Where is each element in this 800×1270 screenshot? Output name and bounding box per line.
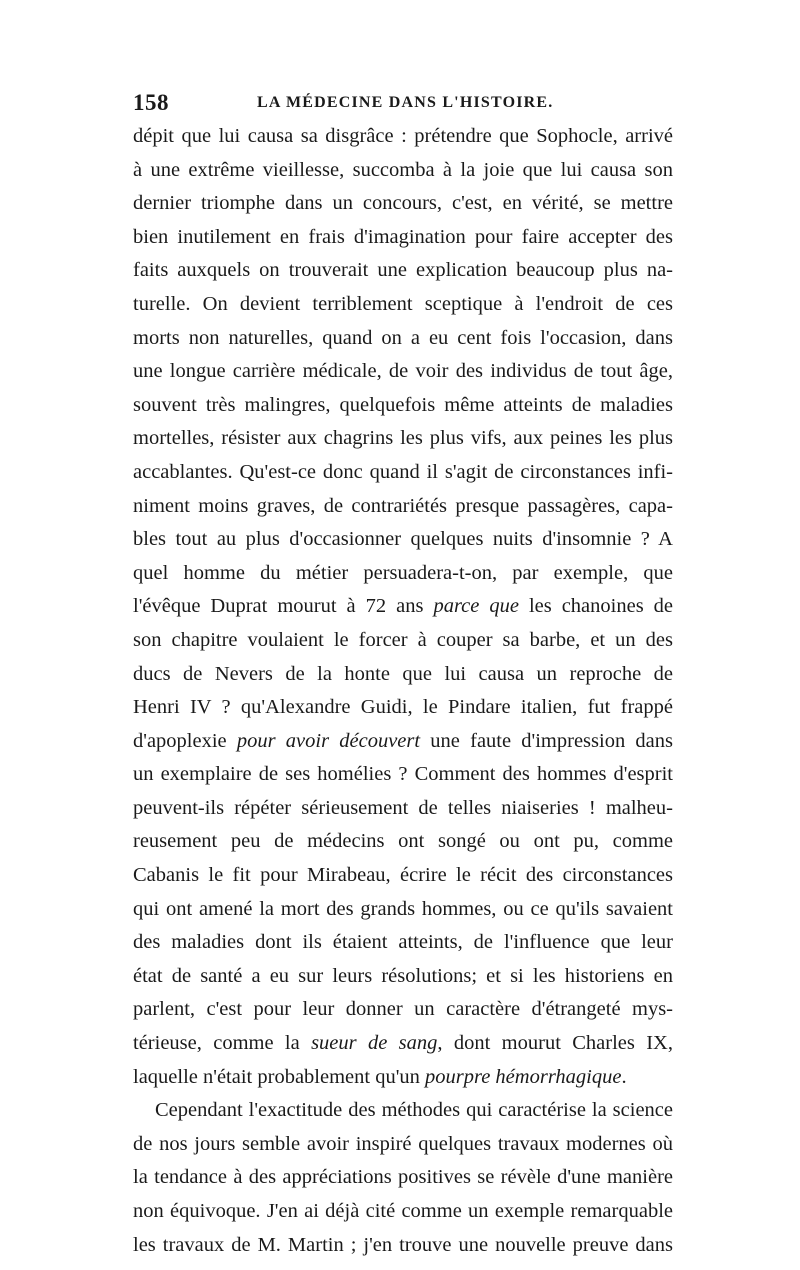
text-line: morts non naturelles, quand on a eu cent fois l'occasion, dans xyxy=(133,326,673,349)
text-line: Cependant l'exactitude des méthodes qui caractérise la science xyxy=(155,1099,673,1122)
text-line: Henri IV ? qu'Alexandre Guidi, le Pindare italien, fut frappé xyxy=(133,696,673,719)
running-head xyxy=(133,90,673,120)
text-segment: térieuse, comme la xyxy=(133,1032,312,1055)
text-line: à une extrême vieillesse, succomba à la joie que lui causa son xyxy=(133,158,673,181)
text-line: accablantes. Qu'est-ce donc quand il s'agit de circonstances infi- xyxy=(133,460,673,483)
text-line: qui ont amené la mort des grands hommes, ou ce qu'ils savaient xyxy=(133,897,673,920)
italic-segment: pourpre hémorrhagique xyxy=(425,1065,622,1088)
text-segment: d'apoplexie xyxy=(133,729,237,752)
text-segment: l'évêque Duprat mourut à 72 ans xyxy=(133,595,434,618)
text-line: les travaux de M. Martin ; j'en trouve une nouvelle preuve dans xyxy=(133,1233,673,1256)
text-line: dernier triomphe dans un concours, c'est, en vérité, se mettre xyxy=(133,192,673,215)
text-line: bles tout au plus d'occasionner quelques nuits d'insomnie ? A xyxy=(133,528,673,551)
text-line: peuvent-ils répéter sérieusement de telles niaiseries ! malheu- xyxy=(133,796,673,819)
text-line xyxy=(133,725,673,759)
text-segment: . xyxy=(621,1065,627,1088)
running-title: LA MÉDECINE DANS L'HISTOIRE. xyxy=(257,94,554,111)
body-text xyxy=(133,120,673,1262)
text-segment: laquelle n'était probablement qu'un xyxy=(133,1065,426,1088)
text-line: ducs de Nevers de la honte que lui causa un reproche de xyxy=(133,662,673,685)
text-line: niment moins graves, de contrariétés presque passagères, capa- xyxy=(133,494,673,517)
text-segment: , dont mourut Charles IX, xyxy=(437,1032,673,1055)
text-line: son chapitre voulaient le forcer à couper sa barbe, et un des xyxy=(133,628,673,651)
text-line: mortelles, résister aux chagrins les plus vifs, aux peines les plus xyxy=(133,427,673,450)
italic-segment: pour avoir découvert xyxy=(236,729,421,752)
page-number: 158 xyxy=(133,90,169,115)
text-line: reusement peu de médecins ont songé ou ont pu, comme xyxy=(133,830,673,853)
text-line: turelle. On devient terriblement sceptique à l'endroit de ces xyxy=(133,292,673,315)
text-segment: une faute d'impression dans xyxy=(420,729,673,752)
text-line: dépit que lui causa sa disgrâce : prétendre que Sophocle, arrivé xyxy=(133,125,673,147)
text-line: non équivoque. J'en ai déjà cité comme un exemple remarquable xyxy=(133,1200,673,1222)
text-line: parlent, c'est pour leur donner un caractère d'étrangeté mys- xyxy=(133,998,673,1021)
text-line: de nos jours semble avoir inspiré quelques travaux modernes où xyxy=(133,1132,673,1155)
text-line: faits auxquels on trouverait une explication beaucoup plus na- xyxy=(133,259,673,282)
text-segment: les chanoines de xyxy=(518,595,673,618)
text-line: souvent très malingres, quelquefois même atteints de maladies xyxy=(133,393,673,416)
text-line xyxy=(133,1061,673,1095)
italic-segment: sueur de sang xyxy=(311,1032,438,1055)
text-line xyxy=(133,590,673,624)
text-line: Cabanis le fit pour Mirabeau, écrire le récit des circonstances xyxy=(133,864,673,887)
italic-segment: parce que xyxy=(433,595,519,618)
text-line: bien inutilement en frais d'imagination pour faire accepter des xyxy=(133,225,673,248)
text-line: un exemplaire de ses homélies ? Comment des hommes d'esprit xyxy=(133,763,673,786)
text-line xyxy=(133,1027,673,1061)
text-line: quel homme du métier persuadera-t-on, par exemple, que xyxy=(133,561,673,584)
text-line: des maladies dont ils étaient atteints, de l'influence que leur xyxy=(133,931,673,954)
text-line: une longue carrière médicale, de voir des individus de tout âge, xyxy=(133,360,673,383)
text-line: état de santé a eu sur leurs résolutions; et si les historiens en xyxy=(133,964,673,987)
text-line: la tendance à des appréciations positives se révèle d'une manière xyxy=(133,1166,673,1189)
